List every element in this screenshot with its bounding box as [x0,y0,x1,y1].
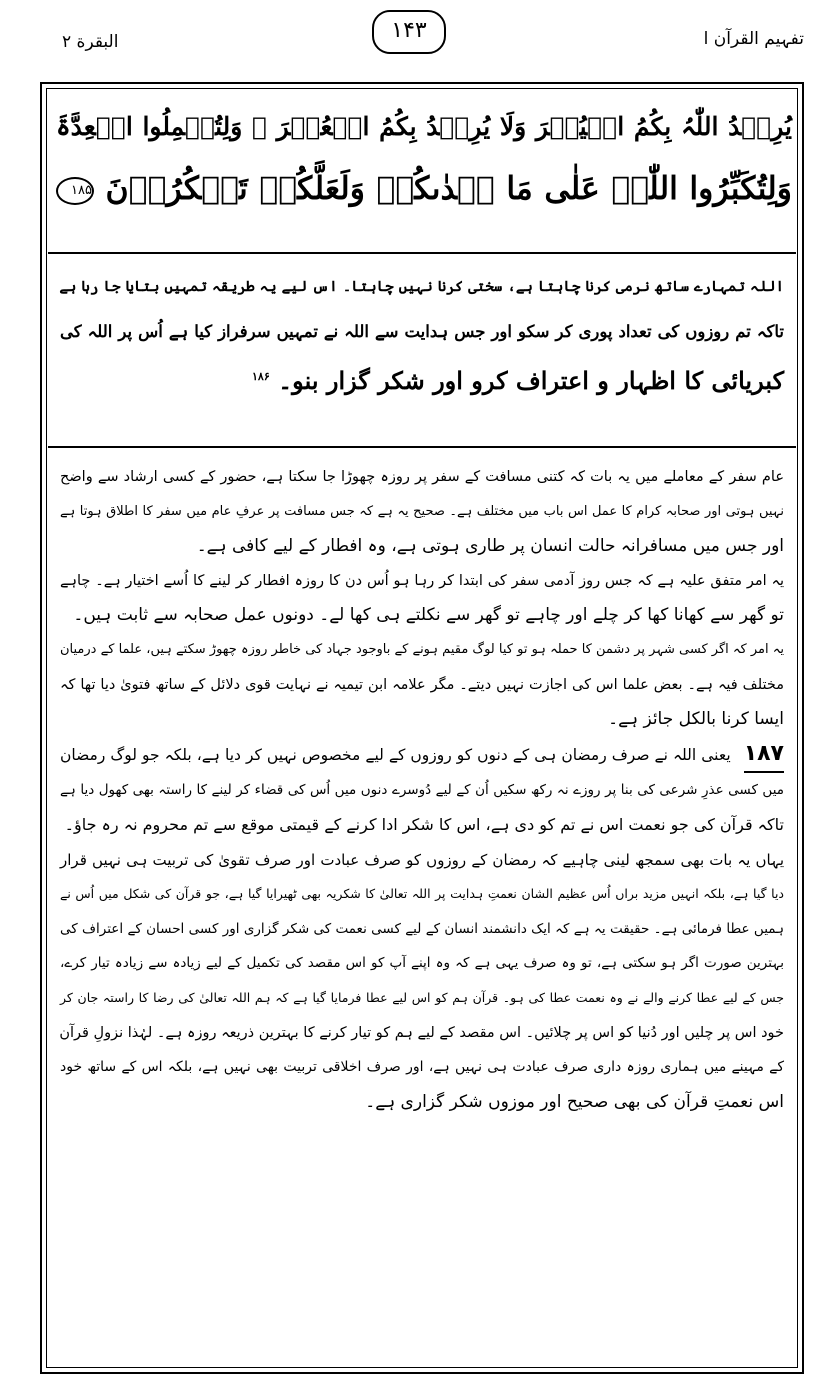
book-title: تفہیم القرآن ا [703,29,804,49]
translation-line-1: اللہ تمہارے ساتھ نرمی کرنا چاہتا ہے، سختی کرنا نہیں چاہتا۔ اس لیے یہ طریقہ تمہیں بتایا جا رہا ہے [59,278,784,295]
footnote-187-first-line [60,737,784,774]
commentary-line: نہیں ہوتی اور صحابہ کرام کا عمل اس باب میں مختلف ہے۔ صحیح یہ ہے کہ جس مسافت پر عرفِ عام میں سفر کا اطلاق ہوتا ہے [60,503,784,519]
verse-line-2-text: وَلِتُکَبِّرُوا اللّٰہَ عَلٰی مَا ہَدٰىکُمۡ وَلَعَلَّکُمۡ تَشۡکُرُوۡنَ [105,170,792,207]
commentary-line: یہ امر کہ اگر کسی شہر پر دشمن کا حملہ ہو تو کیا لوگ مقیم ہونے کے باوجود جہاد کی خاطر روزہ چھوڑ سکتے ہیں، علما کے درمیان [60,641,784,657]
commentary-line: بہترین صورت اگر ہو سکتی ہے، تو وہ صرف یہی ہے کہ وہ اپنے آپ کو اس مقصد کی تکمیل کے لیے زیادہ سے زیادہ تیار کرے، [60,955,784,972]
commentary-line: دیا گیا ہے، بلکہ انہیں مزید براں اُس عظیم الشان نعمتِ ہدایت پر اللہ تعالیٰ کا شکریہ بھی ٹھیرایا گیا ہے، جو قرآن کی شکل میں اُس نے [60,886,784,902]
page-number: ۱۴۳ [391,18,427,43]
commentary [60,460,784,1119]
footnote-ref-186: ۱۸۶ [252,370,270,383]
commentary-line: مختلف فیہ ہے۔ بعض علما اس کی اجازت نہیں دیتے۔ مگر علامہ ابن تیمیہ نے نہایت قوی دلائل کے ساتھ فتویٰ دیا تھا کہ [60,676,784,693]
commentary-line: خود اس پر چلیں اور دُنیا کو اس پر چلائیں۔ اس مقصد کے لیے ہم کو تیار کرنے کا بہترین ذریعہ روزہ ہے۔ لہٰذا نزولِ قرآن [59,1024,784,1041]
commentary-line-text: یعنی اللہ نے صرف رمضان ہی کے دنوں کو روزوں کے لیے مخصوص نہیں کر دیا ہے، بلکہ جو لوگ رمضان [60,745,731,764]
commentary-line: جس کے لیے عطا کرنے والے نے وہ نعمت عطا کی ہو۔ قرآن ہم کو اس لیے عطا فرمایا گیا ہے کہ ہم اللہ تعالیٰ کی رضا کا راستہ جان کر [60,989,784,1005]
translation-line-3 [60,354,784,403]
quran-verse [56,96,792,246]
commentary-line: یہ امر متفق علیہ ہے کہ جس روز آدمی سفر کی ابتدا کر رہا ہو اُس دن کا روزہ افطار کر لینے کا اُسے اختیار ہے۔ چاہے [60,572,784,589]
verse-divider [48,252,796,254]
verse-line-2 [56,158,792,220]
commentary-line: تاکہ قرآن کی جو نعمت اس نے تم کو دی ہے، اس کا شکر ادا کرنے کے قیمتی موقع سے تم محروم نہ رہ جاؤ۔ [64,814,784,834]
verse-number: ۱۸۵ [56,177,94,205]
page-header [0,0,816,82]
commentary-line: اور جس میں مسافرانہ حالت انسان پر طاری ہوتی ہے، وہ افطار کے لیے کافی ہے۔ [196,536,784,557]
surah-name: البقرة ۲ [62,32,119,52]
commentary-line: تو گھر سے کھانا کھا کر چلے اور چاہے تو گھر سے نکلتے ہی کھا لے۔ دونوں عمل صحابہ سے ثابت ہیں۔ [73,605,784,626]
commentary-line: میں کسی عذرِ شرعی کی بنا پر روزے نہ رکھ سکیں اُن کے لیے دُوسرے دنوں میں اُس کی قضاء کر لینے کا راستہ بھی کھول دیا ہے [60,782,784,799]
translation-line-2: تاکہ تم روزوں کی تعداد پوری کر سکو اور جس ہدایت سے اللہ نے تمہیں سرفراز کیا ہے اُس پر اللہ کی [60,322,784,341]
urdu-translation [60,264,784,403]
commentary-line: اس نعمتِ قرآن کی بھی صحیح اور موزوں شکر گزاری ہے۔ [365,1091,784,1112]
commentary-line: ایسا کرنا بالکل جائز ہے۔ [608,709,784,730]
commentary-line: یہاں یہ بات بھی سمجھ لینی چاہیے کہ رمضان کے روزوں کو صرف عبادت اور صرف تقویٰ کی تربیت ہی نہیں قرار [60,850,784,869]
translation-line-3-text: کبریائی کا اظہار و اعتراف کرو اور شکر گزار بنو۔ [278,366,784,395]
commentary-line: عام سفر کے معاملے میں یہ بات کہ کتنی مسافت کے سفر پر روزہ چھوڑا جا سکتا ہے، حضور کے کسی ارشاد سے واضح [60,469,784,485]
translation-divider [48,446,796,448]
page-number-badge [372,10,446,54]
footnote-number-187: ۱۸۷ [744,737,784,774]
verse-line-1: یُرِیۡدُ اللّٰہُ بِکُمُ الۡیُسۡرَ وَلَا یُرِیۡدُ بِکُمُ الۡعُسۡرَ ۫ وَلِتُکۡمِلُوا الۡعِدَّۃَ [56,112,792,141]
commentary-line: کے مہینے میں ہماری روزہ داری صرف عبادت ہی نہیں ہے، اور صرف اخلاقی تربیت بھی نہیں ہے، بلکہ اس کے ساتھ خود [60,1059,784,1076]
commentary-line: ہمیں عطا فرمائی ہے۔ حقیقت یہ ہے کہ ایک دانشمند انسان کے لیے کسی نعمت کی شکر گزاری اور کسی احسان کے اعتراف کی [60,920,784,937]
